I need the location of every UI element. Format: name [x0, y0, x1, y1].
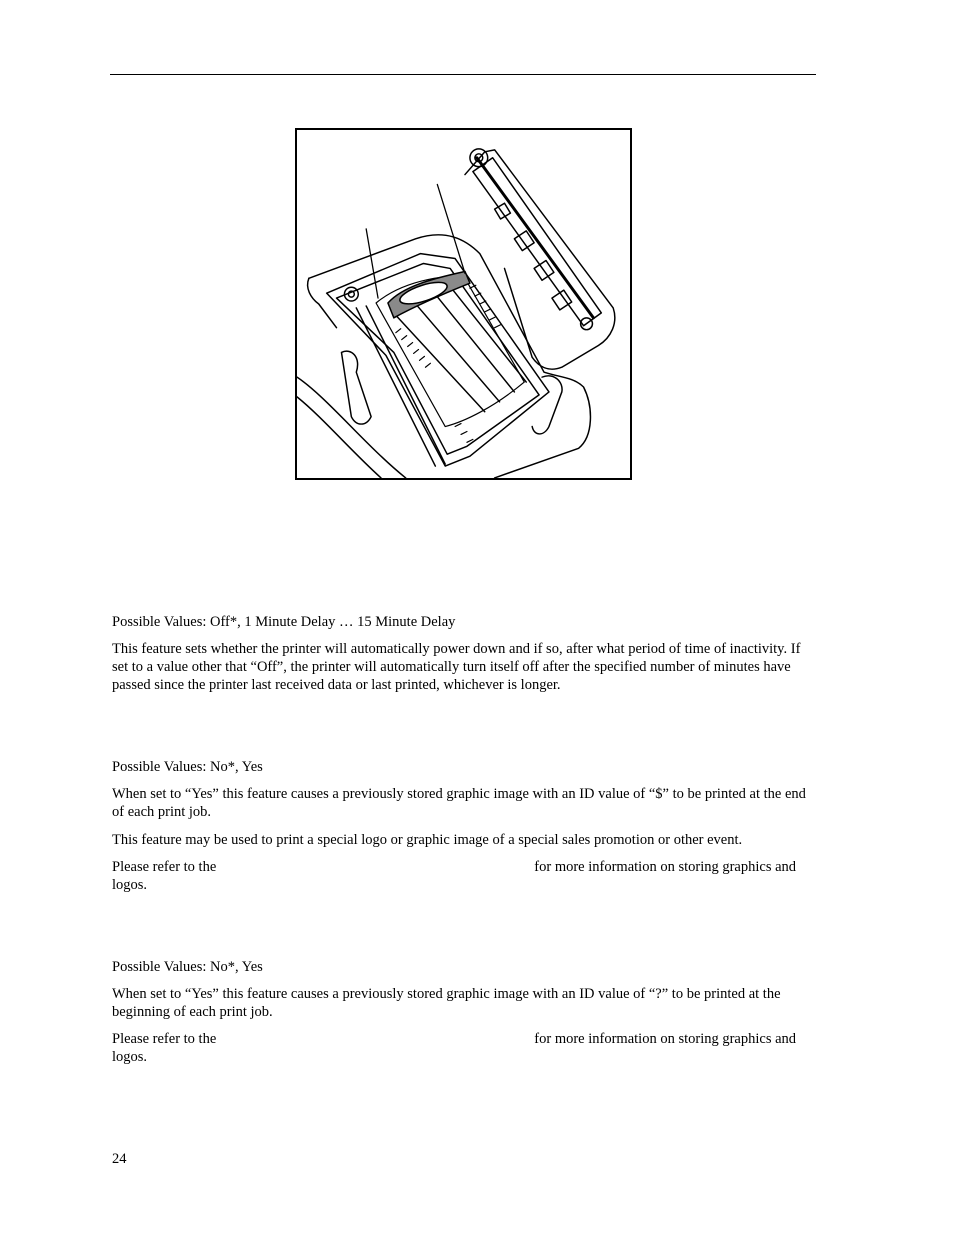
section-1-description: This feature sets whether the printer will automatically power down and if so, after what period of time of inactivity. If set to a value other that “Off”, the printer will automatically turn itself off after the specified number of minutes have passed since the printer last received data or last printed, whichever is longer.: [112, 641, 801, 693]
section-3-possible-values: Possible Values: No*, Yes: [112, 959, 263, 975]
refer-start-text: Please refer to the: [112, 859, 217, 875]
printer-figure: [295, 128, 632, 480]
refer-start-text: Please refer to the: [112, 1031, 217, 1047]
section-2-usage-note: This feature may be used to print a special logo or graphic image of a special sales promotion or other event.: [112, 832, 743, 848]
section-2-description: When set to “Yes” this feature causes a previously stored graphic image with an ID value of “$” to be printed at the end of each print job.: [112, 786, 806, 820]
header-rule: [110, 74, 816, 75]
section-3-refer-note: [112, 1030, 818, 1066]
refer-end-text: for more information on storing graphics and logos.: [112, 1031, 797, 1065]
section-1-possible-values: Possible Values: Off*, 1 Minute Delay … 15 Minute Delay: [112, 614, 456, 630]
printer-paper-compartment-illustration: [297, 130, 630, 478]
refer-end-text: for more information on storing graphics and logos.: [112, 859, 797, 893]
page-number: 24: [112, 1151, 127, 1167]
section-3-description: When set to “Yes” this feature causes a previously stored graphic image with an ID value of “?” to be printed at the beginning of each print job.: [112, 986, 781, 1020]
section-2-refer-note: [112, 858, 818, 894]
section-2-possible-values: Possible Values: No*, Yes: [112, 759, 263, 775]
